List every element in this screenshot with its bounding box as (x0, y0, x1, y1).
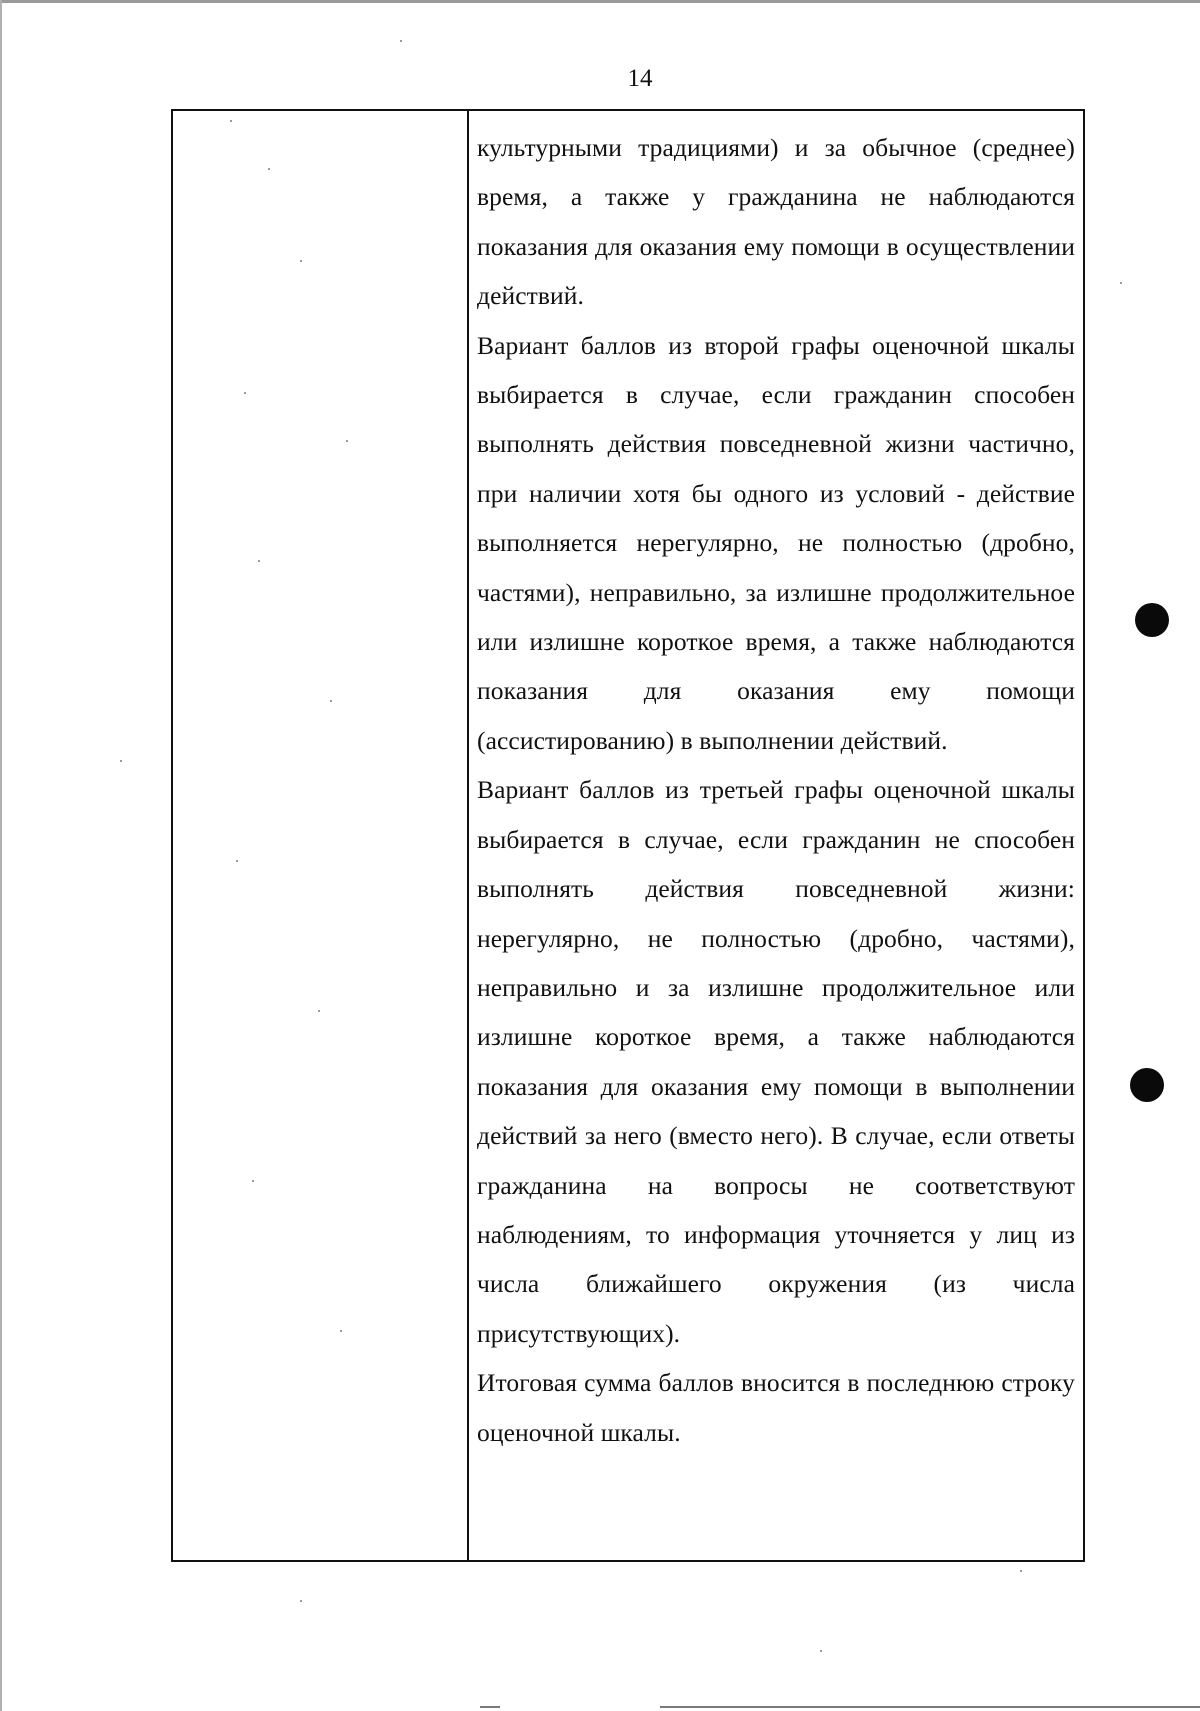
scan-top-edge (0, 0, 1200, 3)
scan-speck (346, 440, 348, 442)
scan-left-edge (0, 0, 2, 1711)
scan-speck (252, 1180, 254, 1182)
scan-speck (244, 392, 246, 394)
scan-speck (236, 860, 238, 862)
table-right-cell (471, 111, 1083, 1560)
scan-speck (230, 120, 232, 122)
scan-bottom-edge (480, 1706, 500, 1708)
scan-speck (330, 700, 332, 702)
document-table (171, 109, 1085, 1562)
table-left-cell (173, 111, 469, 1560)
paragraph-continuation: культурными традициями) и за обычное (среднее) время, а также у гражданина не наблюдаются показания для оказания ему помощи в осуществлении действий. (477, 133, 1075, 311)
scan-speck (120, 760, 122, 762)
punch-hole-mark (1135, 603, 1169, 637)
scan-speck (1120, 282, 1122, 284)
scan-speck (318, 1010, 320, 1012)
scan-speck (258, 560, 260, 562)
scan-speck (820, 1650, 822, 1652)
scan-speck (268, 168, 270, 170)
scan-speck (340, 1330, 342, 1332)
paragraph-second-column-option: Вариант баллов из второй графы оценочной шкалы выбирается в случае, если гражданин способен выполнять действия повседневной жизни частично, при наличии хотя бы одного из условий - действие выполняется нерегулярно, не полностью (дробно, частями), неправильно, за излишне продолжительное или излишне короткое время, а также наблюдаются показания для оказания ему помощи (ассистированию) в выполнении действий. (477, 330, 1075, 755)
paragraph-total-score: Итоговая сумма баллов вносится в последнюю строку оценочной шкалы. (477, 1368, 1075, 1447)
scan-speck (1020, 1570, 1022, 1572)
scan-speck (300, 260, 302, 262)
scan-speck (300, 1600, 302, 1602)
scan-speck (400, 40, 402, 42)
page-number: 14 (627, 65, 653, 92)
scan-bottom-edge (660, 1706, 1200, 1708)
punch-hole-mark (1130, 1068, 1164, 1102)
paragraph-third-column-option: Вариант баллов из третьей графы оценочной шкалы выбирается в случае, если гражданин не способен выполнять действия повседневной жизни: нерегулярно, не полностью (дробно, частями), неправильно и за излишне продолжительное или излишне короткое время, а также наблюдаются показания для оказания ему помощи в выполнении действий за него (вместо него). В случае, если ответы гражданина на вопросы не соответствуют наблюдениям, то информация уточняется у лиц из числа ближайшего окружения (из числа присутствующих). (477, 775, 1075, 1348)
